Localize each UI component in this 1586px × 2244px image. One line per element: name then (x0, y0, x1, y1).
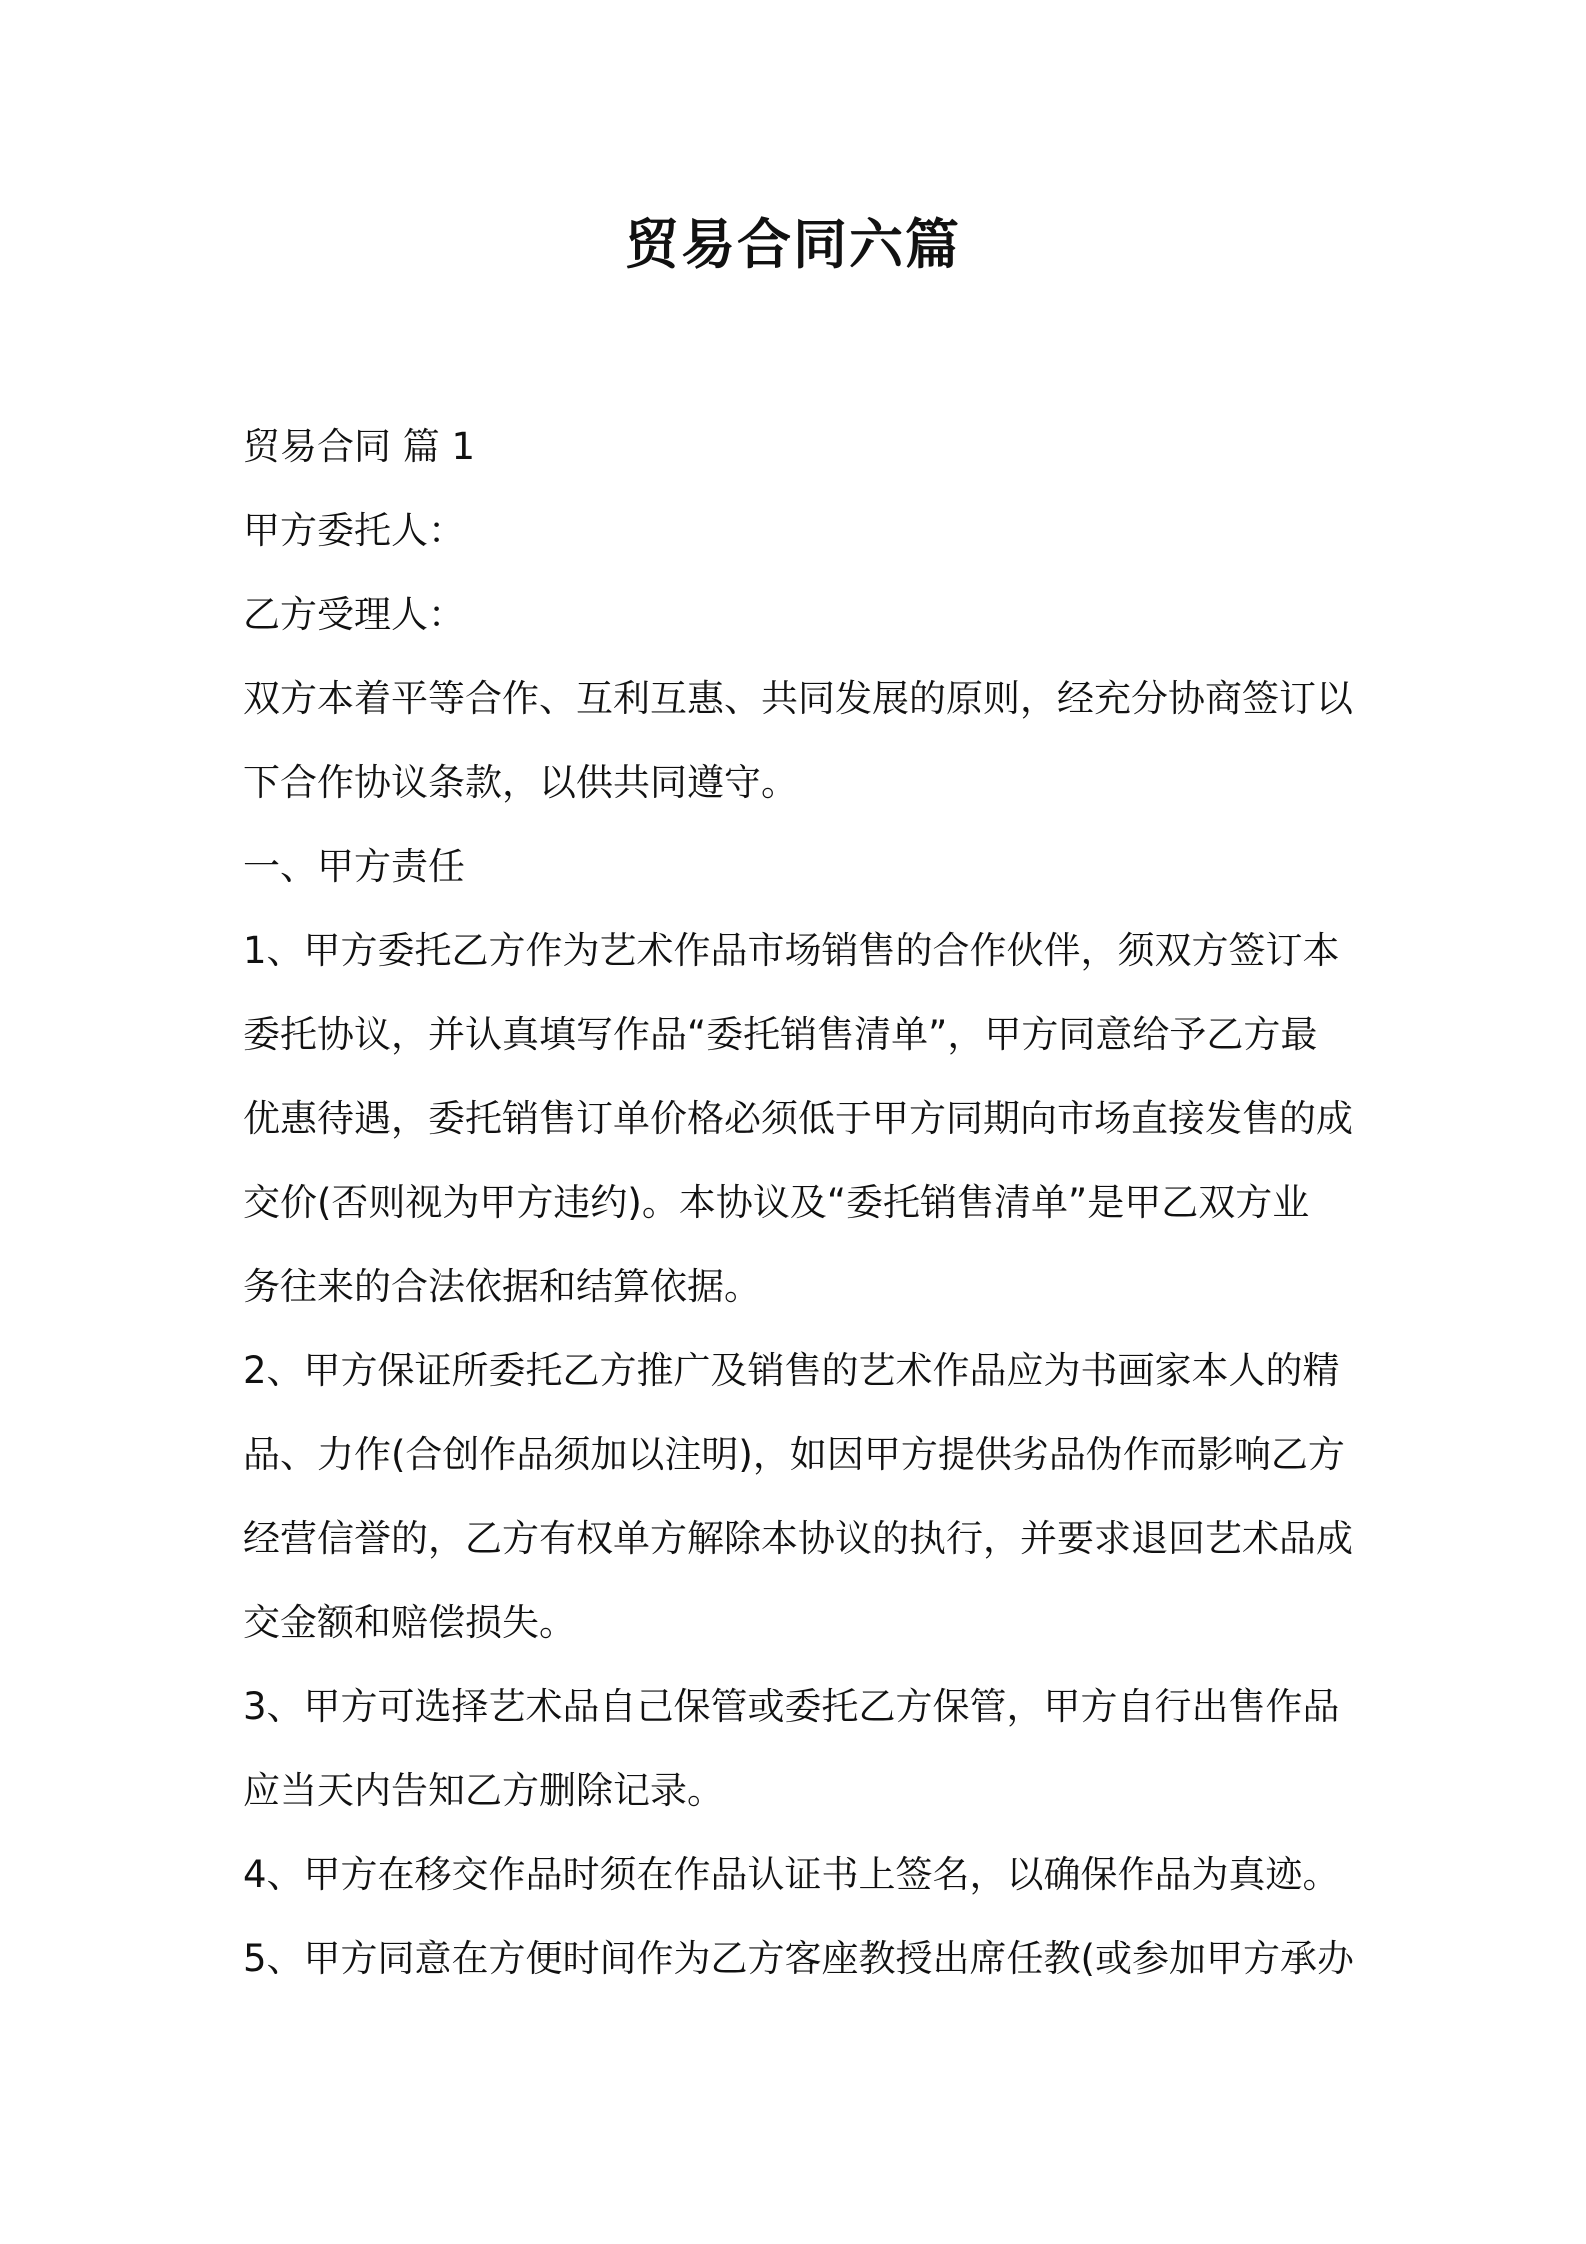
section-heading: 贸易合同 篇 1 (243, 425, 476, 468)
body-text-line: 品、力作(合创作品须加以注明)，如因甲方提供劣品伪作而影响乙方 (243, 1433, 1345, 1476)
body-text-line: 经营信誉的，乙方有权单方解除本协议的执行，并要求退回艺术品成 (243, 1517, 1353, 1560)
body-text-line: 委托协议，并认真填写作品“委托销售清单”，甲方同意给予乙方最 (243, 1013, 1318, 1056)
body-text-line: 4、甲方在移交作品时须在作品认证书上签名，以确保作品为真迹。 (243, 1853, 1340, 1896)
body-text-line: 交价(否则视为甲方违约)。本协议及“委托销售清单”是甲乙双方业 (243, 1181, 1310, 1224)
party-b-line: 乙方受理人： (243, 593, 465, 636)
document-title: 贸易合同六篇 (625, 213, 961, 276)
body-text-line: 交金额和赔偿损失。 (243, 1601, 576, 1644)
body-text-line: 下合作协议条款，以供共同遵守。 (243, 761, 798, 804)
body-text-line: 双方本着平等合作、互利互惠、共同发展的原则，经充分协商签订以 (243, 677, 1353, 720)
body-text-line: 1、甲方委托乙方作为艺术作品市场销售的合作伙伴，须双方签订本 (243, 929, 1340, 972)
party-a-line: 甲方委托人： (243, 509, 465, 552)
body-text-line: 务往来的合法依据和结算依据。 (243, 1265, 761, 1308)
body-text-line: 3、甲方可选择艺术品自己保管或委托乙方保管，甲方自行出售作品 (243, 1685, 1340, 1728)
body-text-line: 5、甲方同意在方便时间作为乙方客座教授出席任教(或参加甲方承办 (243, 1937, 1354, 1980)
body-text-line: 2、甲方保证所委托乙方推广及销售的艺术作品应为书画家本人的精 (243, 1349, 1340, 1392)
clause-heading: 一、甲方责任 (243, 845, 465, 888)
body-text-line: 优惠待遇，委托销售订单价格必须低于甲方同期向市场直接发售的成 (243, 1097, 1353, 1140)
body-text-line: 应当天内告知乙方删除记录。 (243, 1769, 724, 1812)
document-body (243, 405, 1353, 2001)
